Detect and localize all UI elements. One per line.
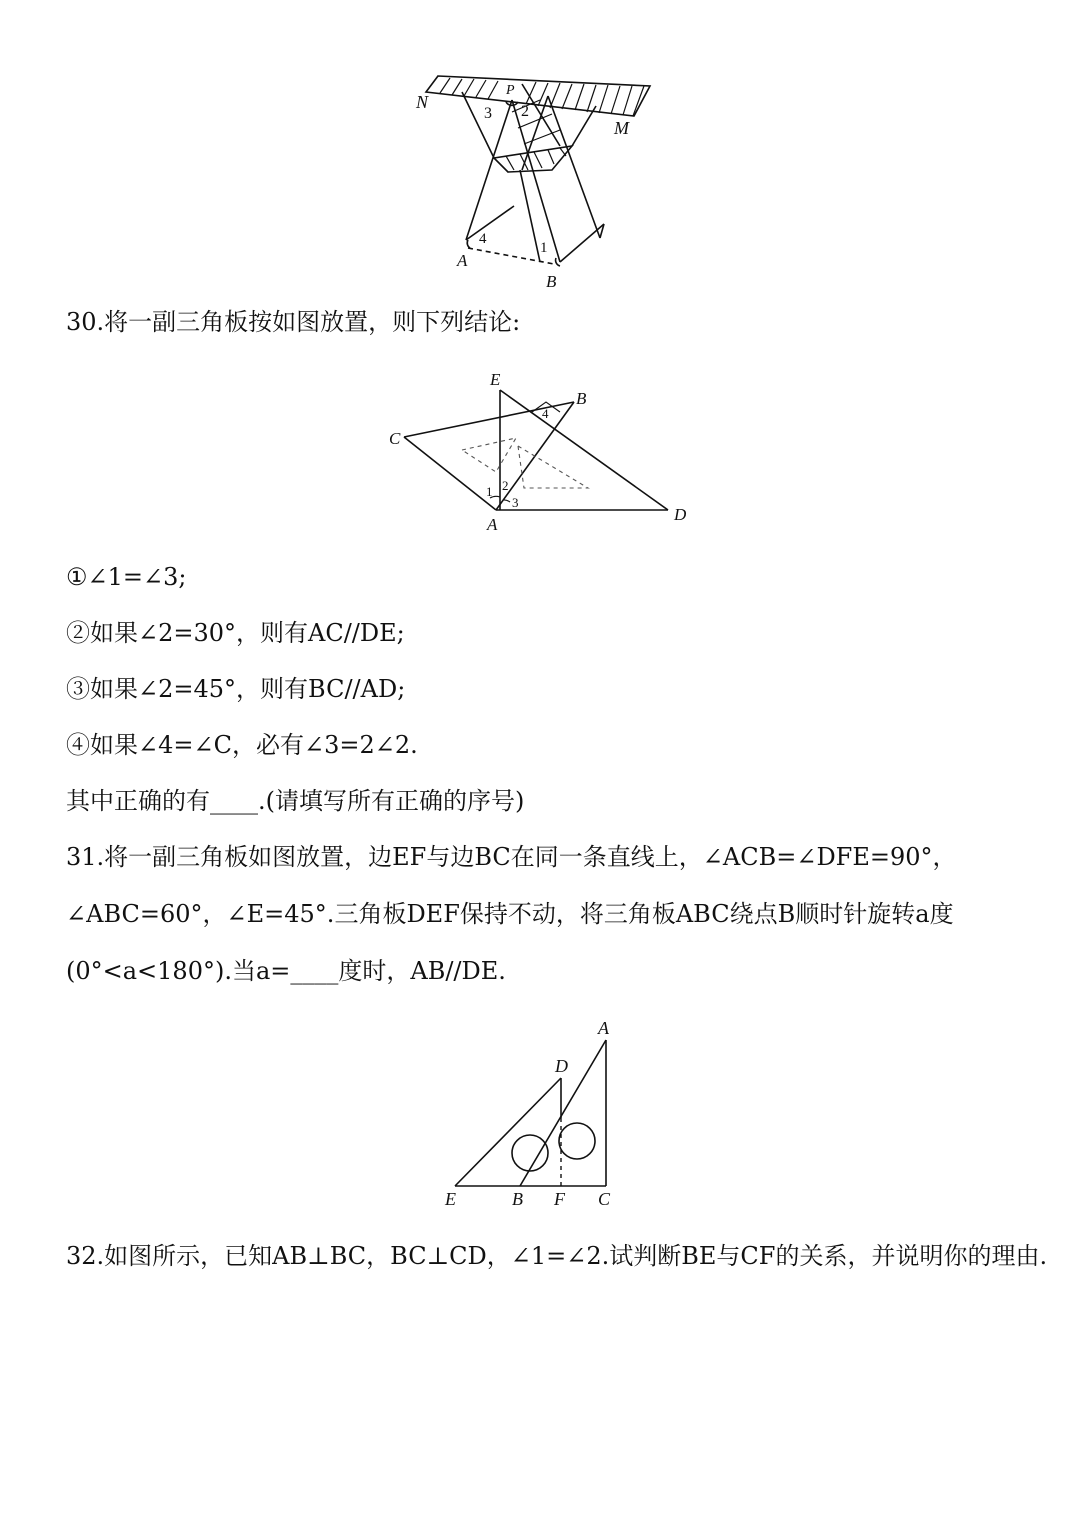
- angle-2-label: 2: [502, 478, 509, 493]
- angle-3-label: 3: [512, 495, 519, 510]
- q31-line-1: 31.将一副三角板如图放置，边EF与边BC在同一条直线上，∠ACB=∠DFE=90°，: [66, 843, 957, 871]
- label-C: C: [389, 429, 401, 448]
- q30-stem: 30.将一副三角板按如图放置，则下列结论:: [66, 308, 521, 336]
- label-E: E: [490, 370, 501, 389]
- rotation-figure: [438, 1014, 628, 1214]
- label-B: B: [546, 272, 557, 291]
- set-squares-diagram: [386, 365, 696, 537]
- q30-option-3: ③如果∠2=45°，则有BC//AD;: [66, 675, 406, 703]
- q30-option-1: ①∠1=∠3;: [66, 563, 187, 591]
- label-B: B: [576, 389, 587, 408]
- q32-stem: 32.如图所示，已知AB⊥BC，BC⊥CD，∠1=∠2.试判断BE与CF的关系，并说明你的理由.: [66, 1242, 1048, 1270]
- rotation-diagram: [438, 1014, 628, 1214]
- label-A: A: [457, 251, 468, 270]
- q31-line-3: (0°<a<180°).当a=____度时，AB//DE.: [66, 957, 506, 985]
- label-B: B: [512, 1189, 523, 1209]
- label-P: P: [506, 83, 515, 98]
- set-squares-figure: [386, 365, 696, 537]
- label-M: M: [614, 118, 629, 138]
- angle-2-label: 2: [521, 103, 529, 120]
- drying-rack-diagram: [410, 70, 670, 295]
- label-C: C: [598, 1189, 611, 1209]
- q30-option-4: ④如果∠4=∠C，必有∠3=2∠2.: [66, 731, 418, 759]
- angle-1-label: 1: [486, 484, 493, 499]
- angle-4-label: 4: [542, 406, 549, 421]
- angle-4-label: 4: [479, 231, 487, 247]
- label-F: F: [554, 1189, 565, 1209]
- drying-rack-figure: [410, 70, 670, 295]
- q30-ask: 其中正确的有____.(请填写所有正确的序号): [66, 787, 525, 815]
- label-N: N: [416, 92, 429, 112]
- angle-3-label: 3: [484, 105, 492, 122]
- label-A: A: [487, 515, 498, 534]
- angle-1-label: 1: [540, 240, 548, 256]
- label-D: D: [555, 1056, 568, 1076]
- label-D: D: [674, 505, 687, 524]
- q30-option-2: ②如果∠2=30°，则有AC//DE;: [66, 619, 405, 647]
- label-A: A: [598, 1018, 609, 1038]
- label-E: E: [445, 1189, 456, 1209]
- q31-line-2: ∠ABC=60°，∠E=45°.三角板DEF保持不动，将三角板ABC绕点B顺时针旋转a度: [66, 900, 954, 928]
